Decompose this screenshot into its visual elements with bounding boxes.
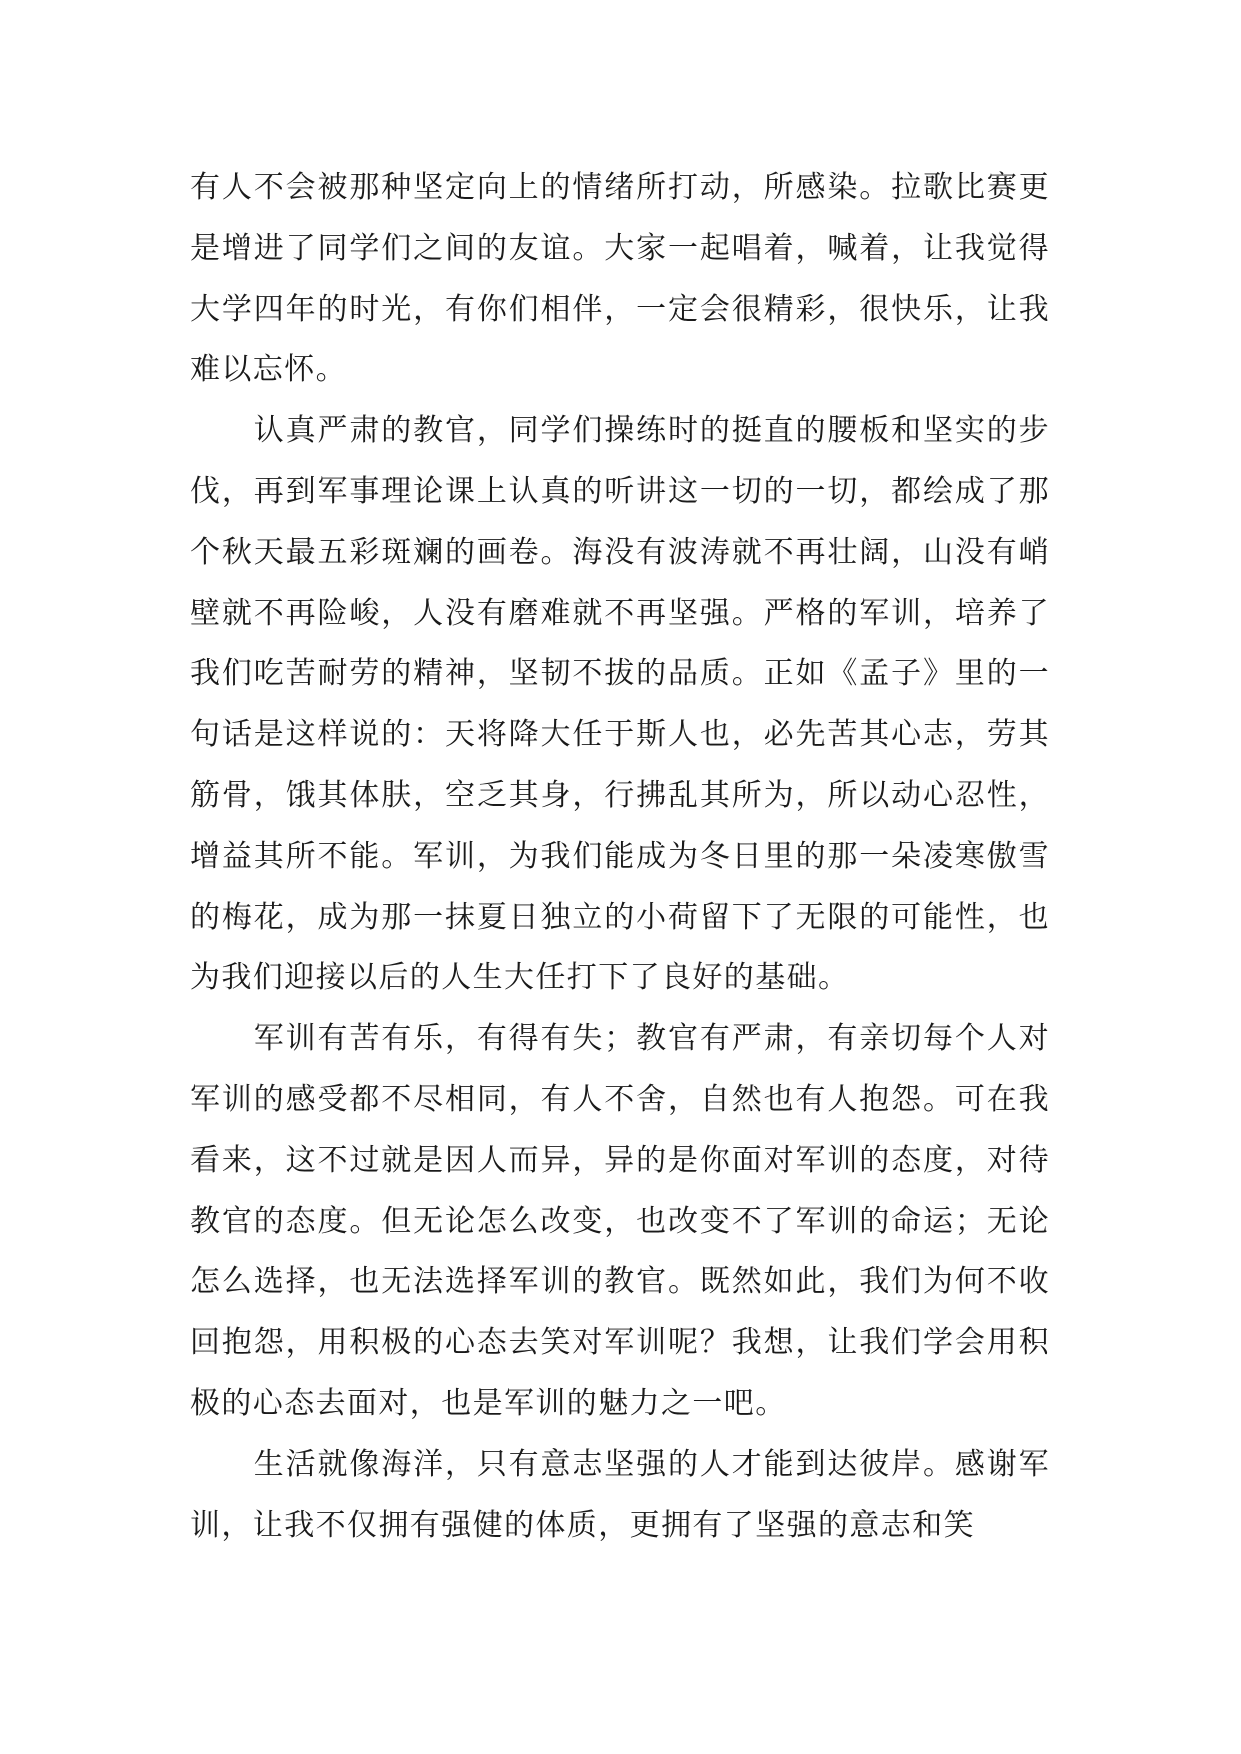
paragraph-4: 生活就像海洋，只有意志坚强的人才能到达彼岸。感谢军训，让我不仅拥有强健的体质，更拥有了坚强的意志和笑 (190, 1446, 1050, 1543)
body-text (190, 158, 1050, 1556)
paragraph-2: 认真严肃的教官，同学们操练时的挺直的腰板和坚实的步伐，再到军事理论课上认真的听讲这一切的一切，都绘成了那个秋天最五彩斑斓的画卷。海没有波涛就不再壮阔，山没有峭壁就不再险峻，人没有磨难就不再坚强。严格的军训，培养了我们吃苦耐劳的精神，坚韧不拔的品质。正如《孟子》里的一句话是这样说的：天将降大任于斯人也，必先苦其心志，劳其筋骨，饿其体肤，空乏其身，行拂乱其所为，所以动心忍性，增益其所不能。军训，为我们能成为冬日里的那一朵凌寒傲雪的梅花，成为那一抹夏日独立的小荷留下了无限的可能性，也为我们迎接以后的人生大任打下了良好的基础。 (190, 413, 1050, 996)
paragraph-3: 军训有苦有乐，有得有失；教官有严肃，有亲切每个人对军训的感受都不尽相同，有人不舍，自然也有人抱怨。可在我看来，这不过就是因人而异，异的是你面对军训的态度，对待教官的态度。但无论怎么改变，也改变不了军训的命运；无论怎么选择，也无法选择军训的教官。既然如此，我们为何不收回抱怨，用积极的心态去笑对军训呢？我想，让我们学会用积极的心态去面对，也是军训的魅力之一吧。 (190, 1021, 1050, 1421)
paragraph-1: 有人不会被那种坚定向上的情绪所打动，所感染。拉歌比赛更是增进了同学们之间的友谊。大家一起唱着，喊着，让我觉得大学四年的时光，有你们相伴，一定会很精彩，很快乐，让我难以忘怀。 (190, 170, 1050, 388)
